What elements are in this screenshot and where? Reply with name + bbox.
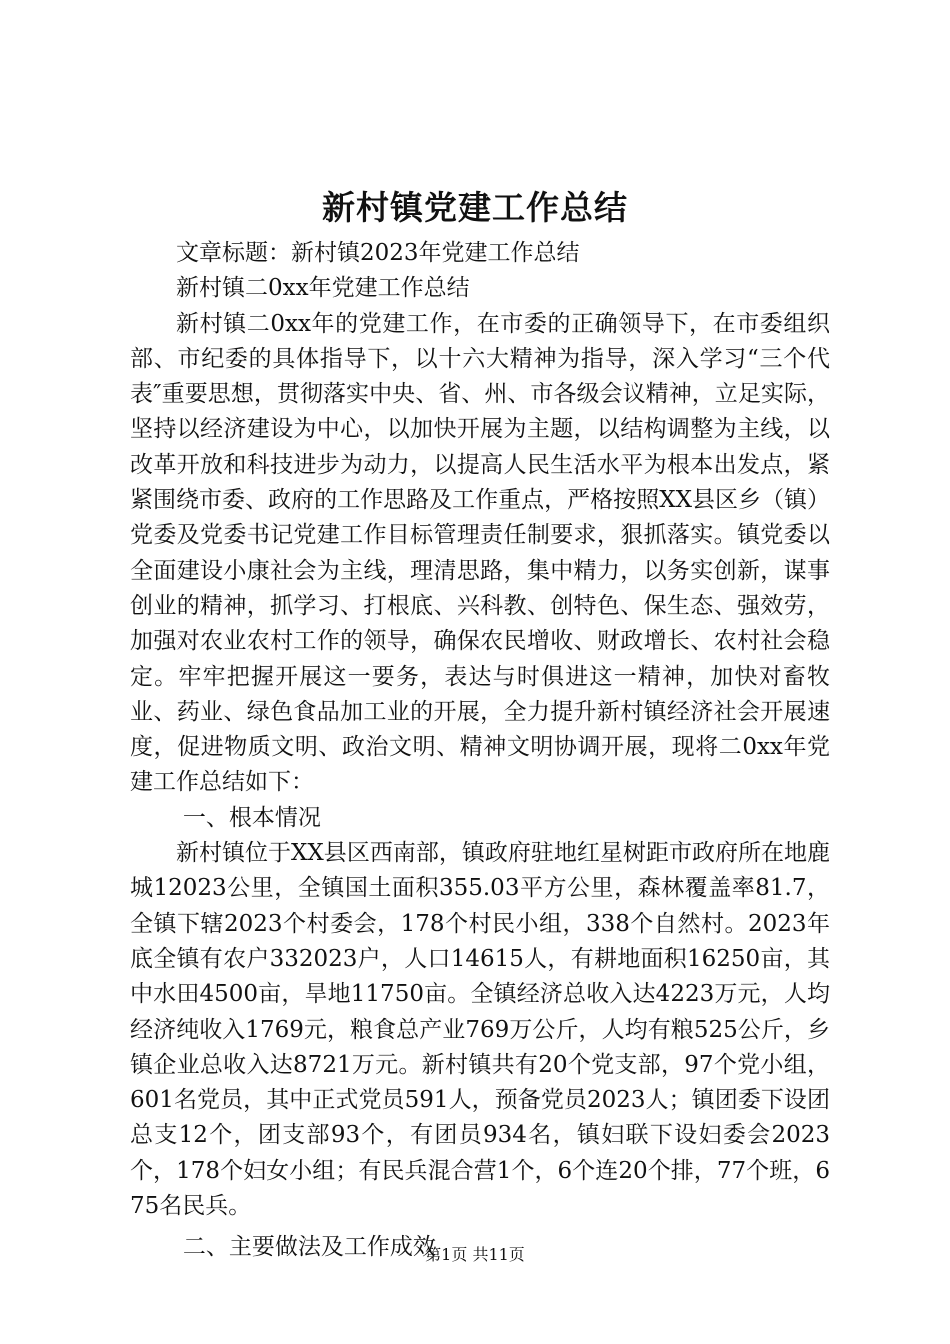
intro-paragraph: 新村镇二0xx年的党建工作，在市委的正确领导下，在市委组织部、市纪委的具体指导下，以十六大精神为指导，深入学习“三个代表″重要思想，贯彻落实中央、省、州、市各级会议精神，立足实际，坚持以经济建设为中心，以加快开展为主题，以结构调整为主线，以改革开放和科技进步为动力，以提高人民生活水平为根本出发点，紧紧围绕市委、政府的工作思路及工作重点，严格按照XX县区乡（镇）党委及党委书记党建工作目标管理责任制要求，狠抓落实。镇党委以全面建设小康社会为主线，理清思路，集中精力，以务实创新，谋事创业的精神，抓学习、打根底、兴科教、创特色、保生态、强效劳，加强对农业农村工作的领导，确保农民增收、财政增长、农村社会稳定。牢牢把握开展这一要务，表达与时俱进这一精神，加快对畜牧业、药业、绿色食品加工业的开展，全力提升新村镇经济社会开展速度，促进物质文明、政治文明、精神文明协调开展，现将二0xx年党建工作总结如下： <box>130 310 830 796</box>
document-body <box>130 236 830 1266</box>
basic-situation-paragraph: 新村镇位于XX县区西南部，镇政府驻地红星树距市政府所在地鹿城12023公里，全镇国土面积355.03平方公里，森林覆盖率81.7，全镇下辖2023个村委会，178个村民小组，338个自然村。2023年底全镇有农户332023户，人口14615人，有耕地面积16250亩，其中水田4500亩，旱地11750亩。全镇经济总收入达4223万元，人均经济纯收入1769元，粮食总产业769万公斤，人均有粮525公斤，乡镇企业总收入达8721万元。新村镇共有20个党支部，97个党小组，601名党员，其中正式党员591人，预备党员2023人；镇团委下设团总支12个，团支部93个，有团员934名，镇妇联下设妇委会2023个，178个妇女小组；有民兵混合营1个，6个连20个排，77个班，675名民兵。 <box>130 840 830 1220</box>
page-number-footer: 第1页 共11页 <box>425 1245 525 1264</box>
section-heading-1: 一、根本情况 <box>182 804 321 831</box>
document-title: 新村镇党建工作总结 <box>322 188 628 227</box>
section-heading-2: 二、主要做法及工作成效 <box>182 1234 436 1261</box>
article-title-line: 文章标题：新村镇2023年党建工作总结 <box>176 240 580 266</box>
subtitle-line: 新村镇二0xx年党建工作总结 <box>176 275 470 302</box>
